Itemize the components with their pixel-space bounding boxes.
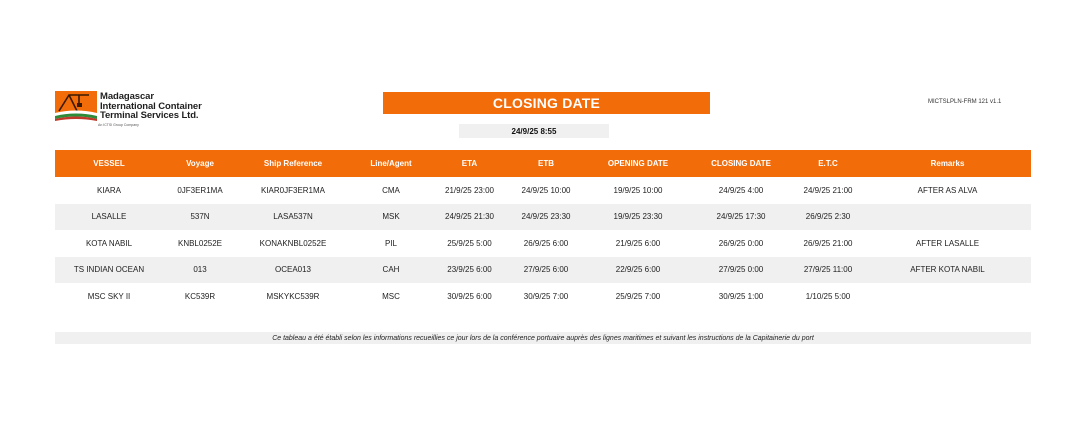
cell-etc: 1/10/25 5:00 [805, 291, 851, 301]
cell-remarks: AFTER KOTA NABIL [910, 265, 985, 275]
cell-remarks: AFTER AS ALVA [917, 185, 978, 195]
header-ship-reference: Ship Reference [263, 159, 323, 168]
cell-ship-reference: OCEA013 [274, 265, 312, 275]
cell-vessel: MSC SKY II [87, 291, 131, 301]
cell-eta: 25/9/25 5:00 [447, 238, 492, 248]
table-row [55, 257, 1031, 284]
header-etc: E.T.C [818, 159, 838, 168]
closing-date-table [55, 150, 1031, 310]
form-code: MICTSLPLN-FRM 121 v1.1 [928, 99, 1002, 105]
cell-opening-date: 22/9/25 6:00 [615, 265, 661, 275]
cell-line-agent: CAH [382, 265, 400, 275]
cell-etc: 26/9/25 21:00 [803, 238, 853, 248]
cell-etc: 27/9/25 11:00 [803, 265, 853, 275]
cell-vessel: KIARA [96, 185, 121, 195]
footnote: Ce tableau a été établi selon les informations recueillies ce jour lors de la conférence portuaire auprès des lignes maritimes et suivant les instructions de la Capitainerie du port [55, 332, 1031, 344]
cell-voyage: 013 [193, 265, 207, 275]
cell-ship-reference: LASA537N [273, 212, 313, 222]
cell-eta: 30/9/25 6:00 [447, 291, 492, 301]
cell-etb: 26/9/25 6:00 [523, 238, 569, 248]
cell-etb: 24/9/25 23:30 [521, 212, 571, 222]
table-row [55, 230, 1031, 257]
page-title: CLOSING DATE [383, 92, 710, 114]
cell-line-agent: CMA [382, 185, 400, 195]
cell-closing-date: 24/9/25 4:00 [718, 185, 764, 195]
cell-ship-reference: MSKYKC539R [266, 291, 320, 301]
table-row [55, 177, 1031, 204]
header-opening-date: OPENING DATE [607, 159, 669, 168]
header-eta: ETA [461, 159, 478, 168]
header-closing-date: CLOSING DATE [711, 159, 771, 168]
cell-etc: 24/9/25 21:00 [803, 185, 853, 195]
cell-eta: 23/9/25 6:00 [447, 265, 492, 275]
cell-etb: 27/9/25 6:00 [523, 265, 569, 275]
cell-etb: 24/9/25 10:00 [521, 185, 571, 195]
cell-opening-date: 19/9/25 10:00 [613, 185, 663, 195]
cell-voyage: 537N [190, 212, 210, 222]
cell-eta: 21/9/25 23:00 [445, 185, 494, 195]
cell-opening-date: 19/9/25 23:30 [613, 212, 663, 222]
cell-opening-date: 21/9/25 6:00 [615, 238, 661, 248]
cell-closing-date: 30/9/25 1:00 [718, 291, 764, 301]
table-row [55, 283, 1031, 310]
cell-line-agent: MSK [382, 212, 400, 222]
header-remarks: Remarks [930, 159, 965, 168]
cell-etc: 26/9/25 2:30 [805, 212, 851, 222]
cell-closing-date: 27/9/25 0:00 [718, 265, 764, 275]
cell-voyage: 0JF3ER1MA [177, 185, 223, 195]
cell-closing-date: 26/9/25 0:00 [718, 238, 764, 248]
header-vessel: VESSEL [93, 159, 125, 168]
cell-voyage: KNBL0252E [177, 238, 223, 248]
company-logo [55, 91, 225, 131]
cell-voyage: KC539R [184, 291, 216, 301]
cell-vessel: LASALLE [91, 212, 127, 222]
company-tagline: An ICTSI Group Company [98, 123, 139, 127]
company-name: Madagascar International Container Terminal Services Ltd. [100, 91, 202, 121]
header-voyage: Voyage [186, 159, 214, 168]
cell-line-agent: PIL [384, 238, 397, 248]
cell-remarks: AFTER LASALLE [915, 238, 980, 248]
cell-vessel: TS INDIAN OCEAN [73, 265, 145, 275]
cell-eta: 24/9/25 21:30 [445, 212, 494, 222]
cell-ship-reference: KIAR0JF3ER1MA [260, 185, 326, 195]
cell-closing-date: 24/9/25 17:30 [716, 212, 766, 222]
header-etb: ETB [538, 159, 554, 168]
header-line-agent: Line/Agent [370, 159, 412, 168]
report-date: 24/9/25 8:55 [459, 124, 609, 138]
cell-line-agent: MSC [382, 291, 400, 301]
table-row [55, 204, 1031, 231]
cell-opening-date: 25/9/25 7:00 [615, 291, 661, 301]
cell-ship-reference: KONAKNBL0252E [259, 238, 327, 248]
cell-vessel: KOTA NABIL [85, 238, 133, 248]
crane-logo-icon [55, 91, 97, 123]
table-header [55, 150, 1031, 177]
cell-etb: 30/9/25 7:00 [523, 291, 569, 301]
